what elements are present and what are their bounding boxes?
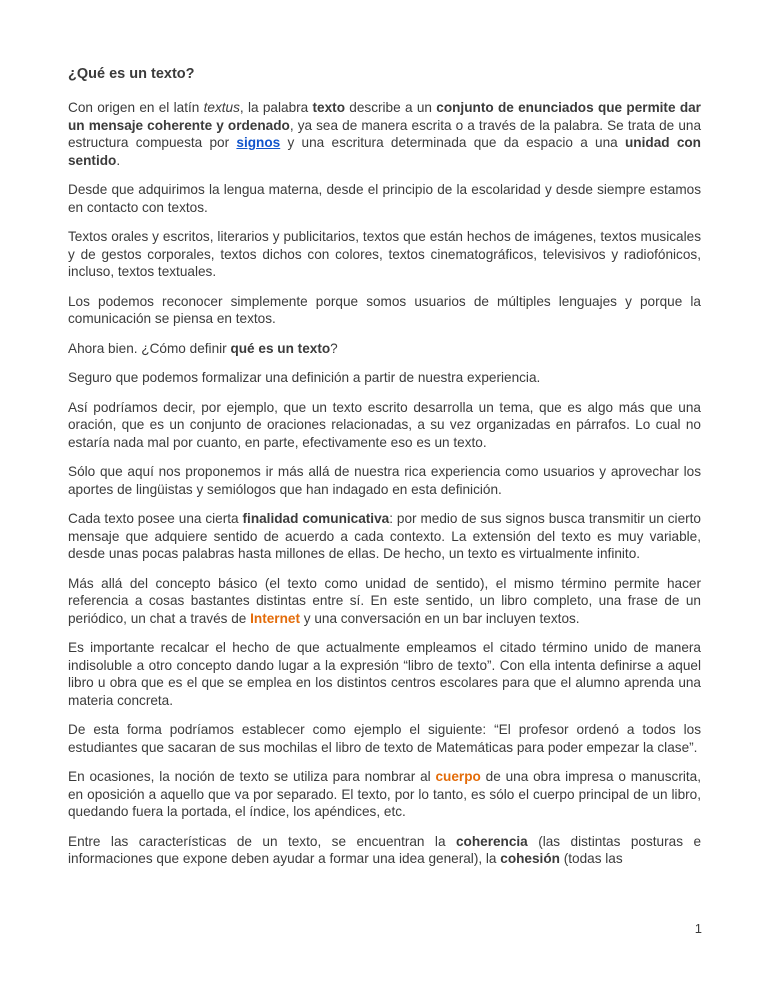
text-run: , la palabra [239, 100, 313, 115]
document-body [68, 99, 701, 868]
text-run: Entre las características de un texto, se encuentran la [68, 833, 456, 849]
paragraph [68, 293, 701, 328]
paragraph [68, 399, 701, 452]
text-run: ? [330, 340, 338, 356]
text-run: unidad con sentido [68, 135, 701, 168]
text-run: describe a un [345, 100, 437, 115]
paragraph [68, 463, 701, 498]
paragraph [68, 99, 701, 169]
text-run: Con origen en el latín [68, 100, 204, 115]
text-run: Los podemos reconocer simplemente porque somos usuarios de múltiples lenguajes y porque la comunicación se piensa en textos. [68, 293, 701, 326]
text-run: . [116, 152, 121, 168]
text-run: , ya sea de manera escrita o a través de la palabra. Se trata de una estructura compuesta por [68, 117, 701, 150]
text-run: Sólo que aquí nos proponemos ir más allá de nuestra rica experiencia como usuarios y aprovechar los aportes de lingüistas y semiólogos que han indagado en esta definición. [68, 464, 701, 497]
text-run: de una obra impresa o manuscrita, en oposición a aquello que va por separado. El texto, por lo tanto, es sólo el cuerpo principal de un libro, quedando fuera la portada, el índice, los apéndices, etc. [68, 769, 701, 819]
internet-keyword: Internet [250, 610, 300, 626]
text-run: Ahora bien. ¿Cómo definir [68, 340, 231, 356]
paragraph [68, 181, 701, 216]
text-run: Cada texto posee una cierta [68, 511, 243, 526]
paragraph [68, 833, 701, 868]
paragraph [68, 575, 701, 628]
text-run: : por medio de sus signos busca transmitir un cierto mensaje que adquiere sentido de acuerdo a cada contexto. La extensión del texto es muy variable, desde unas pocas palabras hasta millones de ellas. De hecho, un texto es virtualmente infinito. [68, 511, 701, 561]
text-run: y una escritura determinada que da espacio a una [280, 135, 625, 150]
text-run: texto [312, 100, 345, 115]
signos-link[interactable]: signos [236, 135, 281, 150]
page-number: 1 [694, 921, 702, 936]
text-run: coherencia [455, 833, 528, 849]
paragraph [68, 340, 701, 358]
text-run: finalidad comunicativa [242, 511, 390, 526]
text-run: Textos orales y escritos, literarios y publicitarios, textos que están hechos de imágenes, textos musicales y de gestos corporales, textos dichos con colores, textos cinematográficos, televisivos y radiofónicos, incluso, textos textuales. [68, 229, 701, 279]
paragraph [68, 510, 701, 563]
text-run: En ocasiones, la noción de texto se utiliza para nombrar al [68, 769, 436, 784]
text-run: conjunto de enunciados que permite dar un mensaje coherente y ordenado [68, 100, 701, 133]
text-run: Así podríamos decir, por ejemplo, que un texto escrito desarrolla un tema, que es algo más que una oración, que es un conjunto de oraciones relacionadas, a su vez organizadas en párrafos. Lo cual no estaría nada mal por cuanto, en parte, efectivamente eso es un texto. [68, 399, 701, 450]
text-run: Es importante recalcar el hecho de que actualmente empleamos el citado término unido de manera indisoluble a otro concepto dando lugar a la expresión “libro de texto”. Con ella intenta definirse a aquel libro u obra que es el que se emplea en los distintos centros escolares para que el alumno aprenda una materia concreta. [68, 640, 701, 708]
text-run: Desde que adquirimos la lengua materna, desde el principio de la escolaridad y desde siempre estamos en contacto con textos. [68, 182, 701, 215]
text-run: y una conversación en un bar incluyen textos. [299, 610, 580, 626]
text-run: Seguro que podemos formalizar una definición a partir de nuestra experiencia. [68, 370, 541, 385]
text-run: (todas las [559, 851, 623, 866]
paragraph [68, 639, 701, 709]
cuerpo-keyword: cuerpo [435, 769, 481, 784]
text-run: De esta forma podríamos establecer como ejemplo el siguiente: “El profesor ordenó a todos los estudiantes que sacaran de sus mochilas el libro de texto de Matemáticas para poder empezar la clase”. [68, 722, 701, 755]
paragraph [68, 768, 701, 821]
text-run: Más allá del concepto básico (el texto como unidad de sentido), el mismo término permite hacer referencia a cosas bastantes distintas entre sí. En este sentido, un libro completo, una frase de un periódico, un chat a través de [68, 575, 701, 626]
text-run: textus [203, 100, 240, 115]
document-title: ¿Qué es un texto? [68, 66, 195, 82]
text-run: cohesión [500, 851, 560, 866]
paragraph [68, 228, 701, 281]
text-run: qué es un texto [230, 340, 331, 356]
paragraph [68, 369, 701, 387]
text-run: (las distintas posturas e informaciones que expone deben ayudar a formar una idea general), la [68, 833, 702, 866]
paragraph [68, 721, 701, 756]
